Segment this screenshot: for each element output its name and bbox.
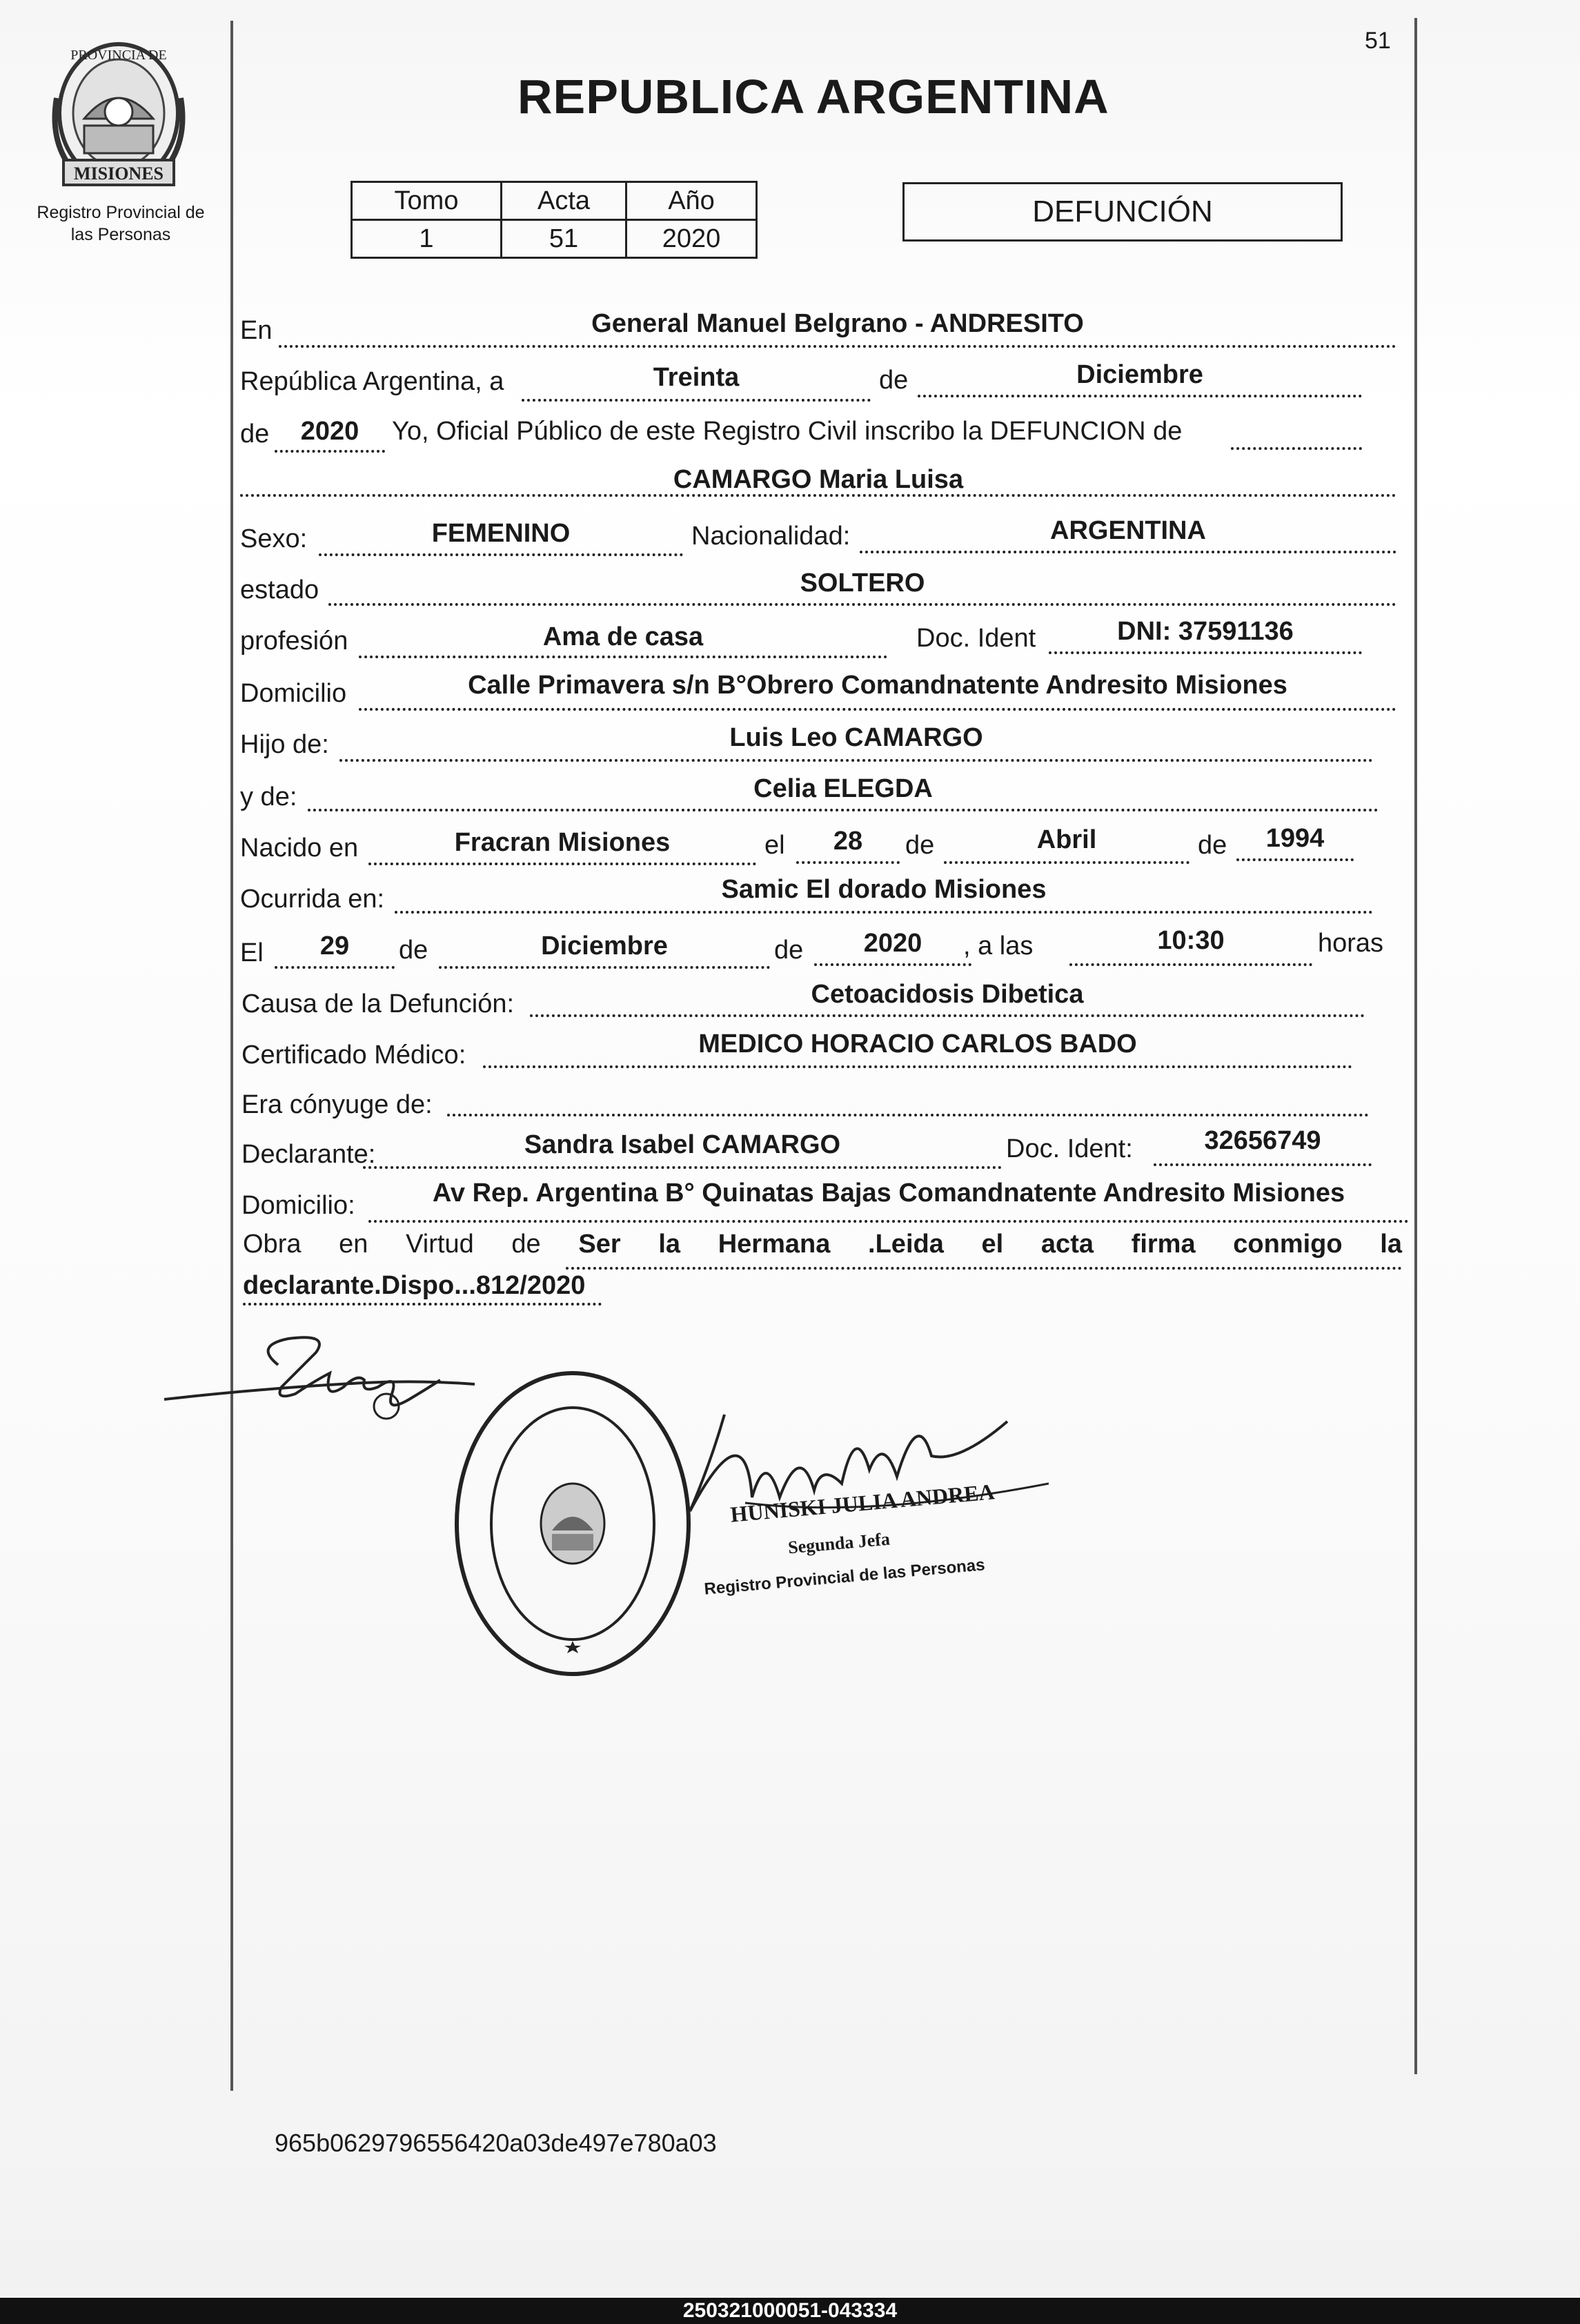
left-margin-rule: [230, 21, 233, 2091]
dotted-line: [339, 759, 1373, 762]
dia-nacimiento-value: 28: [833, 827, 863, 856]
alas-label: , a las: [963, 932, 1034, 961]
dotted-line: [395, 911, 1373, 914]
nacido-label: Nacido en: [240, 834, 359, 863]
certificado-value: MEDICO HORACIO CARLOS BADO: [698, 1030, 1137, 1058]
ocurrida-label: Ocurrida en:: [240, 885, 385, 914]
hora-defuncion-value: 10:30: [1157, 926, 1225, 955]
dotted-line: [814, 963, 971, 966]
doc-ident-label: Doc. Ident: [916, 624, 1036, 653]
dotted-line: [530, 1014, 1365, 1017]
registry-caption-line1: Registro Provincial de: [37, 203, 205, 222]
sexo-label: Sexo:: [240, 524, 308, 553]
sexo-value: FEMENINO: [431, 519, 571, 548]
en-label: En: [240, 316, 273, 345]
lugar-defuncion-value: Samic El dorado Misiones: [721, 875, 1047, 904]
de-nac2-label: de: [1198, 831, 1227, 860]
dotted-line: [1154, 1163, 1372, 1166]
obra-text-line2: declarante.Dispo...812/2020: [243, 1271, 586, 1300]
dotted-line: [1236, 858, 1354, 861]
oficial-text: Yo, Oficial Público de este Registro Civil inscribo la DEFUNCION de: [392, 417, 1183, 446]
domicilio-declarante-value: Av Rep. Argentina B° Quinatas Bajas Comandnatente Andresito Misiones: [432, 1179, 1345, 1208]
madre-value: Celia ELEGDA: [753, 774, 933, 803]
anio-registro-value: 2020: [300, 417, 359, 446]
record-header-anio: Año: [626, 182, 757, 220]
conyuge-label: Era cónyuge de:: [241, 1090, 433, 1119]
dotted-line: [447, 1114, 1369, 1116]
document-title: REPUBLICA ARGENTINA: [517, 70, 1109, 124]
republica-label: República Argentina, a: [240, 367, 504, 396]
document-type-box: DEFUNCIÓN: [902, 182, 1343, 242]
dotted-line: [483, 1065, 1352, 1068]
record-table: [350, 181, 758, 259]
dotted-line: [944, 861, 1189, 864]
obra-prefix: Obra en Virtud de: [243, 1230, 541, 1259]
dotted-line: [368, 1220, 1409, 1223]
official-stamp-name: HUNISKI JULIA ANDREA: [729, 1479, 996, 1527]
dotted-line: [860, 551, 1396, 553]
svg-text:PROVINCIA DE: PROVINCIA DE: [70, 48, 167, 63]
dotted-line: [439, 966, 770, 969]
de-def-label: de: [399, 936, 428, 965]
lugar-value: General Manuel Belgrano - ANDRESITO: [591, 309, 1084, 338]
dotted-line: [319, 553, 683, 556]
dia-registro-value: Treinta: [653, 363, 740, 392]
anio-nacimiento-value: 1994: [1265, 824, 1325, 853]
obra-text-line1: Ser la Hermana .Leida el acta firma conmigo la: [578, 1230, 1402, 1259]
dotted-line: [796, 861, 900, 864]
padre-value: Luis Leo CAMARGO: [729, 723, 983, 752]
horas-label: horas: [1318, 929, 1384, 958]
profesion-label: profesión: [240, 627, 348, 656]
causa-label: Causa de la Defunción:: [241, 989, 515, 1018]
estado-label: estado: [240, 575, 319, 604]
domicilio-label: Domicilio: [240, 679, 347, 708]
de-def2-label: de: [774, 936, 804, 965]
record-table-value-row: [352, 220, 757, 258]
nacionalidad-value: ARGENTINA: [1050, 516, 1206, 545]
hijo-label: Hijo de:: [240, 730, 329, 759]
nombre-fallecido-value: CAMARGO Maria Luisa: [673, 465, 964, 494]
profesion-value: Ama de casa: [542, 622, 704, 651]
dotted-line: [275, 450, 385, 453]
dotted-line: [243, 1303, 602, 1306]
registry-caption: [21, 201, 221, 246]
footer-code: 250321000051-043334: [0, 2298, 1580, 2324]
official-stamp-role: Segunda Jefa: [787, 1528, 891, 1558]
causa-value: Cetoacidosis Dibetica: [811, 980, 1084, 1009]
record-value-tomo: 1: [352, 220, 502, 258]
record-value-acta: 51: [502, 220, 626, 258]
dia-defuncion-value: 29: [319, 932, 350, 961]
lugar-nacimiento-value: Fracran Misiones: [454, 828, 671, 857]
registry-caption-line2: las Personas: [70, 225, 171, 244]
svg-text:MISIONES: MISIONES: [73, 164, 164, 184]
el2-label: El: [240, 938, 264, 967]
document-hash: 965b0629796556420a03de497e780a03: [275, 2129, 717, 2157]
mes-registro-value: Diciembre: [1076, 360, 1203, 389]
page-number: 51: [1365, 28, 1391, 54]
de-label: de: [879, 366, 909, 395]
mes-defuncion-value: Diciembre: [541, 932, 668, 961]
record-value-anio: 2020: [626, 220, 757, 258]
de2-label: de: [240, 420, 270, 449]
doc-ident-value: DNI: 37591136: [1117, 617, 1294, 646]
dotted-line: [328, 603, 1396, 606]
estado-value: SOLTERO: [800, 569, 925, 598]
domicilio2-label: Domicilio:: [241, 1191, 355, 1220]
declarante-value: Sandra Isabel CAMARGO: [524, 1130, 841, 1159]
anio-defuncion-value: 2020: [863, 929, 922, 958]
domicilio-value: Calle Primavera s/n B°Obrero Comandnatente Andresito Misiones: [468, 671, 1287, 700]
dotted-line: [1231, 447, 1362, 450]
dotted-line: [1049, 651, 1362, 654]
de-nac-label: de: [905, 831, 935, 860]
dotted-line: [279, 345, 1396, 348]
record-header-tomo: Tomo: [352, 182, 502, 220]
dotted-line: [566, 1267, 1402, 1270]
official-stamp-office: Registro Provincial de las Personas: [703, 1555, 986, 1599]
dotted-line: [308, 809, 1379, 811]
record-table-header-row: [352, 182, 757, 220]
declarante-label: Declarante:: [241, 1140, 376, 1169]
delegacion-stamp: [448, 1365, 697, 1682]
dotted-line: [918, 395, 1362, 397]
nacionalidad-label: Nacionalidad:: [691, 522, 851, 551]
doc-ident2-label: Doc. Ident:: [1006, 1134, 1133, 1163]
certificado-label: Certificado Médico:: [241, 1041, 466, 1070]
province-seal-logo: [43, 36, 195, 195]
doc-ident-declarante-value: 32656749: [1204, 1126, 1321, 1155]
el-label: el: [764, 831, 785, 860]
dotted-line: [363, 1166, 1002, 1169]
dotted-line: [522, 399, 871, 402]
dotted-line: [275, 966, 395, 969]
yde-label: y de:: [240, 782, 297, 811]
obra-en-virtud-line1: [243, 1230, 1402, 1259]
dotted-line: [359, 708, 1396, 711]
right-margin-rule: [1414, 18, 1417, 2074]
mes-nacimiento-value: Abril: [1036, 825, 1097, 854]
dotted-line: [368, 863, 756, 865]
record-header-acta: Acta: [502, 182, 626, 220]
dotted-line: [1069, 963, 1312, 966]
dotted-line: [359, 656, 887, 658]
